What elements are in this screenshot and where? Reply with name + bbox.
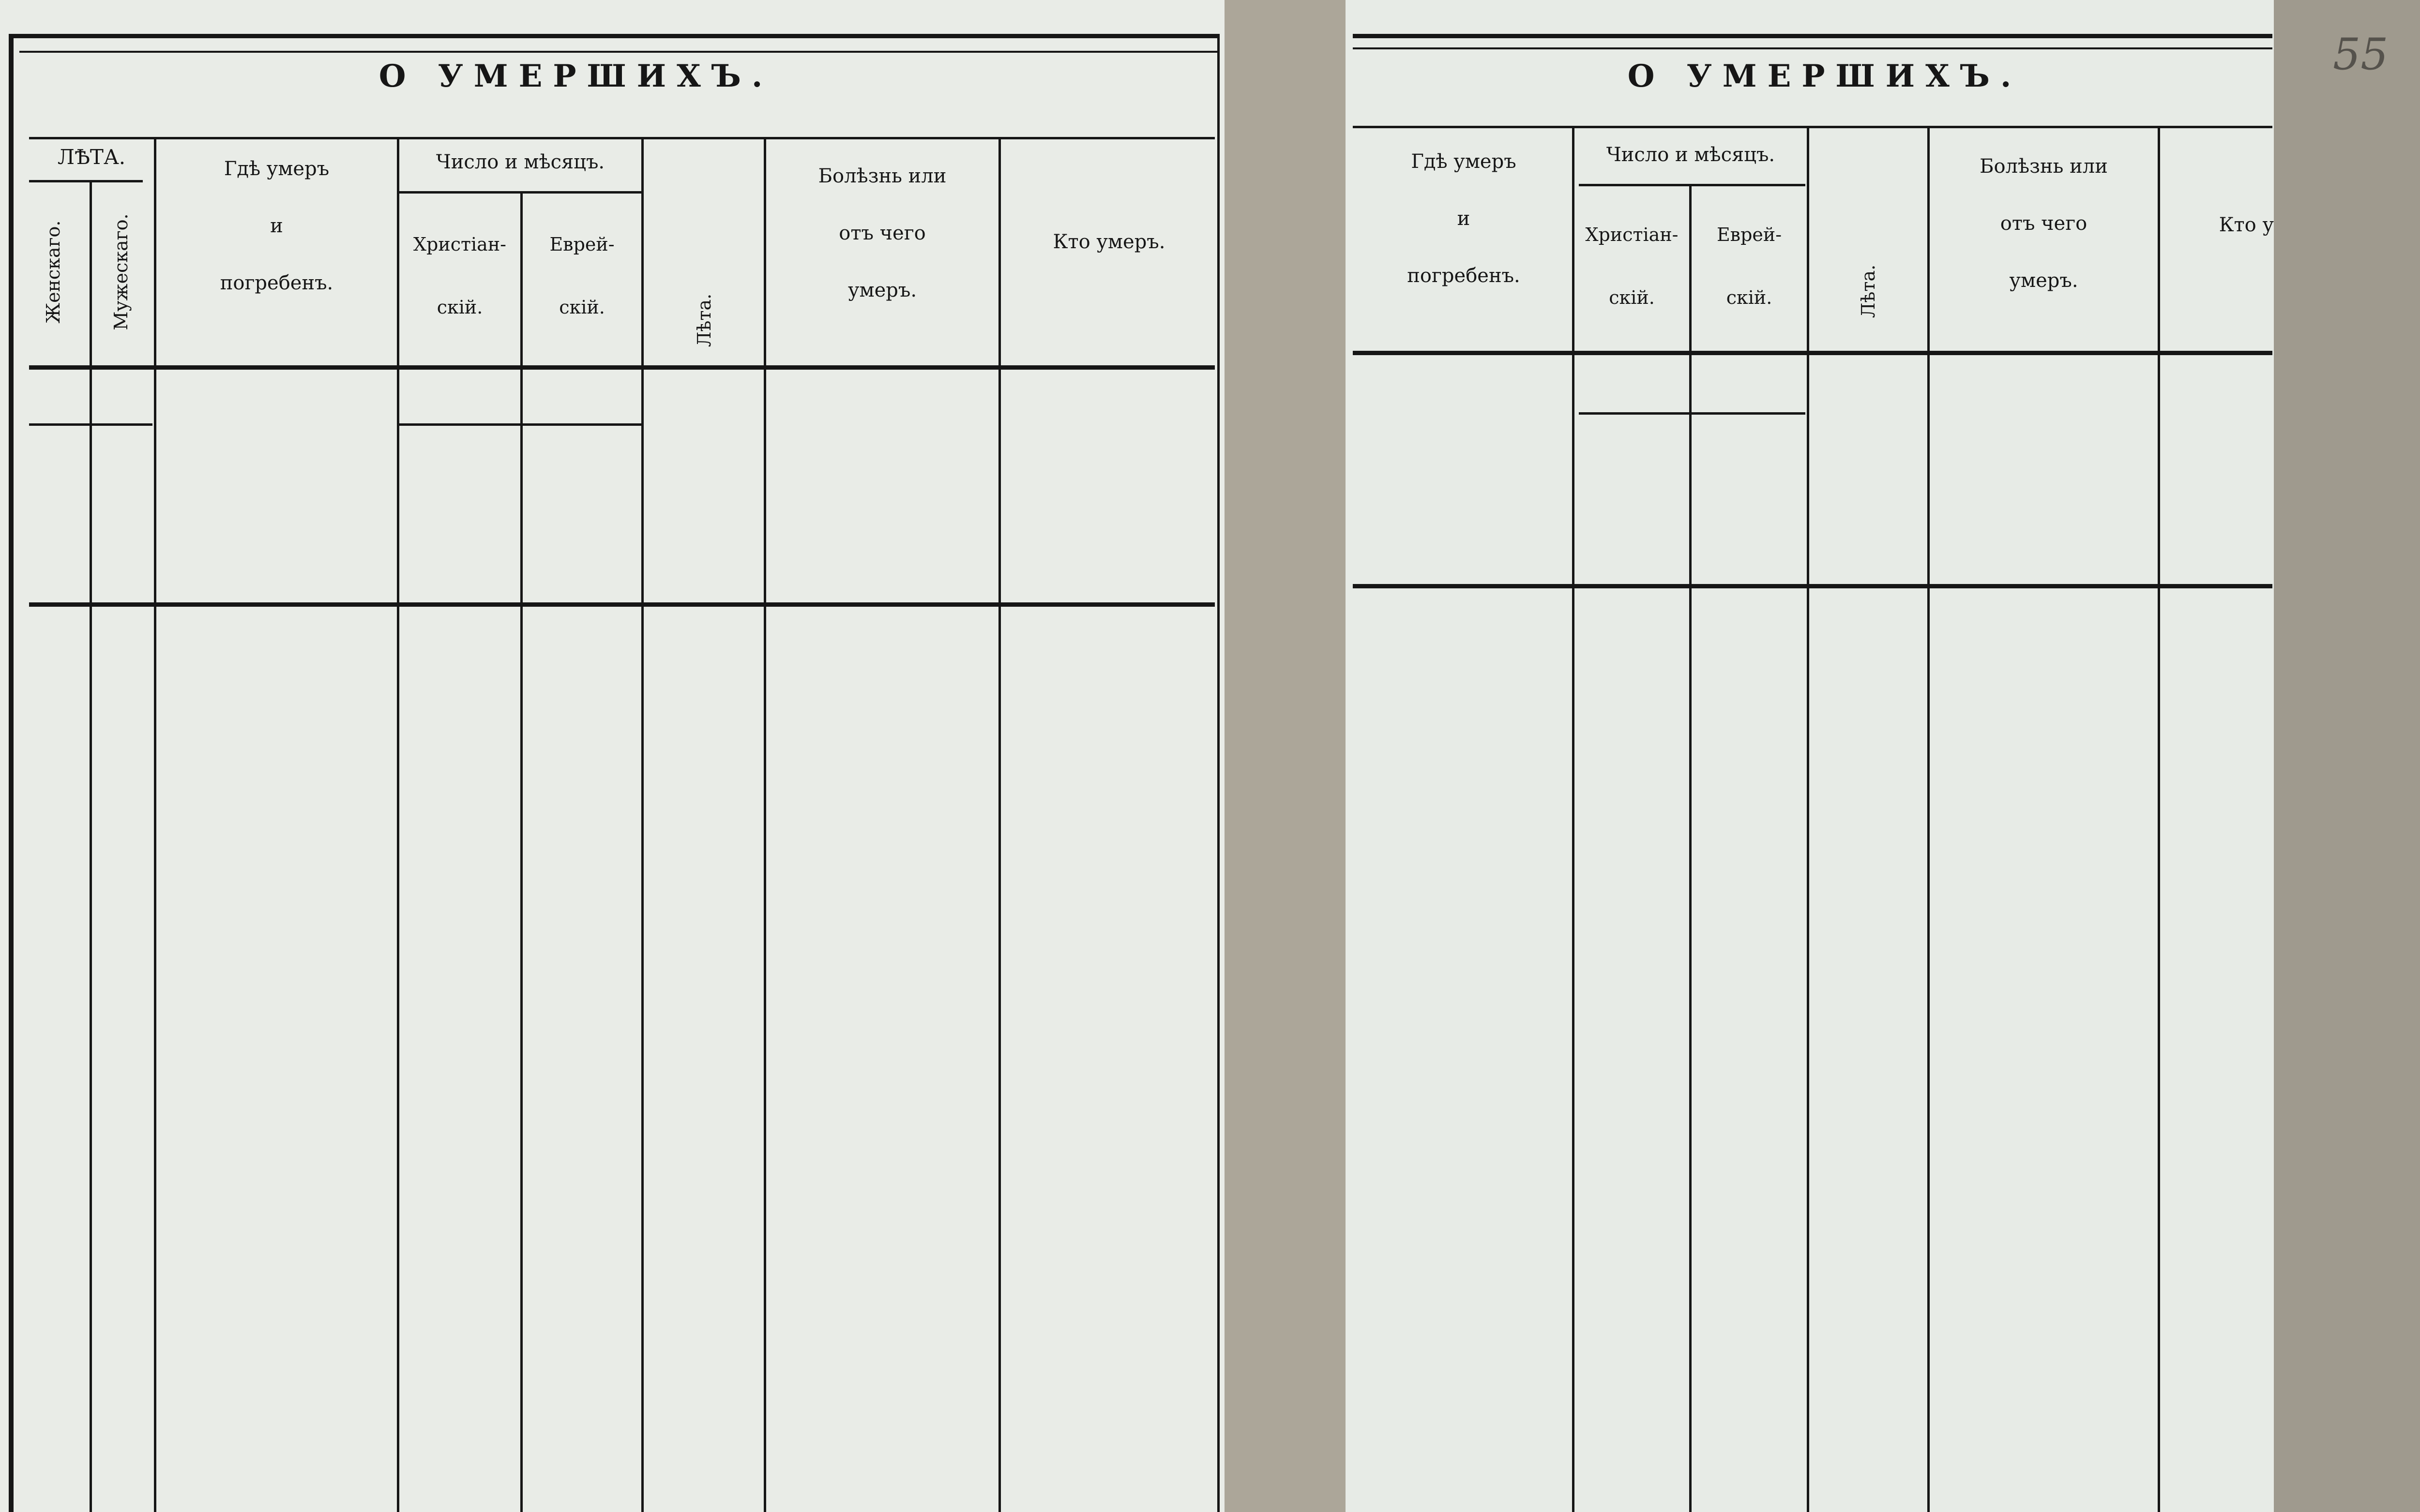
col-divider-date — [641, 137, 644, 1512]
page-gap — [1225, 0, 1346, 1512]
right-header-where-died: Гдѣ умеръ и погребенъ. — [1407, 150, 1520, 287]
right-top-rule-thin — [1353, 47, 2272, 49]
left-section-rule — [29, 602, 1215, 607]
col-divider-illness — [998, 137, 1001, 1512]
col-divider-leta — [154, 137, 156, 1512]
right-top-rule — [1353, 34, 2272, 38]
header-christian: Христіан- скій. — [413, 234, 506, 318]
left-top-rule-thin — [19, 51, 1220, 53]
right-header-who-died: Кто у — [2219, 214, 2274, 236]
header-jewish: Еврей- скій. — [549, 234, 615, 318]
header-who-died: Кто умеръ. — [1053, 231, 1165, 253]
right-header-age: Лѣта. — [1858, 264, 1879, 318]
right-header-bottom-rule — [1353, 351, 2272, 355]
right-margin — [2274, 0, 2420, 1512]
right-header-jewish: Еврей- скій. — [1716, 224, 1782, 308]
col-divider-where — [397, 137, 399, 1512]
right-section-rule — [1353, 584, 2272, 588]
right-header-christian: Христіан- скій. — [1585, 224, 1679, 308]
right-col-divider-date — [1807, 126, 1809, 1512]
header-leta: ЛѢТА. — [57, 145, 126, 169]
left-header-rule — [29, 137, 1215, 139]
header-female: Женскаго. — [43, 220, 64, 324]
right-col-divider-illness — [2158, 126, 2160, 1512]
right-col-divider-where — [1572, 126, 1574, 1512]
col-divider-christian — [520, 191, 523, 1512]
left-right-edge — [1217, 34, 1220, 1512]
col-divider-female-male — [90, 180, 92, 1512]
right-header-rule — [1353, 126, 2272, 128]
leta-sub-rule — [29, 180, 143, 182]
left-page-border — [9, 34, 14, 1512]
page-number: 55 — [2333, 29, 2389, 80]
col-divider-age — [764, 137, 766, 1512]
date-sub-rule — [398, 191, 641, 194]
header-illness: Болѣзнь или отъ чего умеръ. — [818, 165, 947, 301]
header-where-died: Гдѣ умеръ и погребенъ. — [220, 158, 333, 294]
right-date-row-rule — [1579, 412, 1805, 415]
left-top-rule — [9, 34, 1219, 38]
right-col-divider-age — [1927, 126, 1930, 1512]
right-header-date-month: Число и мѣсяцъ. — [1606, 144, 1775, 166]
date-row-rule — [398, 423, 641, 426]
right-date-sub-rule — [1579, 184, 1805, 186]
header-age: Лѣта. — [694, 293, 715, 347]
right-col-divider-christian — [1689, 184, 1692, 1512]
left-header-bottom-rule — [29, 365, 1215, 370]
right-header-illness: Болѣзнь или отъ чего умеръ. — [1980, 155, 2108, 292]
header-male: Мужескаго. — [110, 213, 132, 330]
header-date-month: Число и мѣсяцъ. — [436, 151, 605, 173]
right-page-title: О УМЕРШИХЪ. — [1627, 58, 2022, 94]
left-page-title: О УМЕРШИХЪ. — [378, 58, 773, 94]
